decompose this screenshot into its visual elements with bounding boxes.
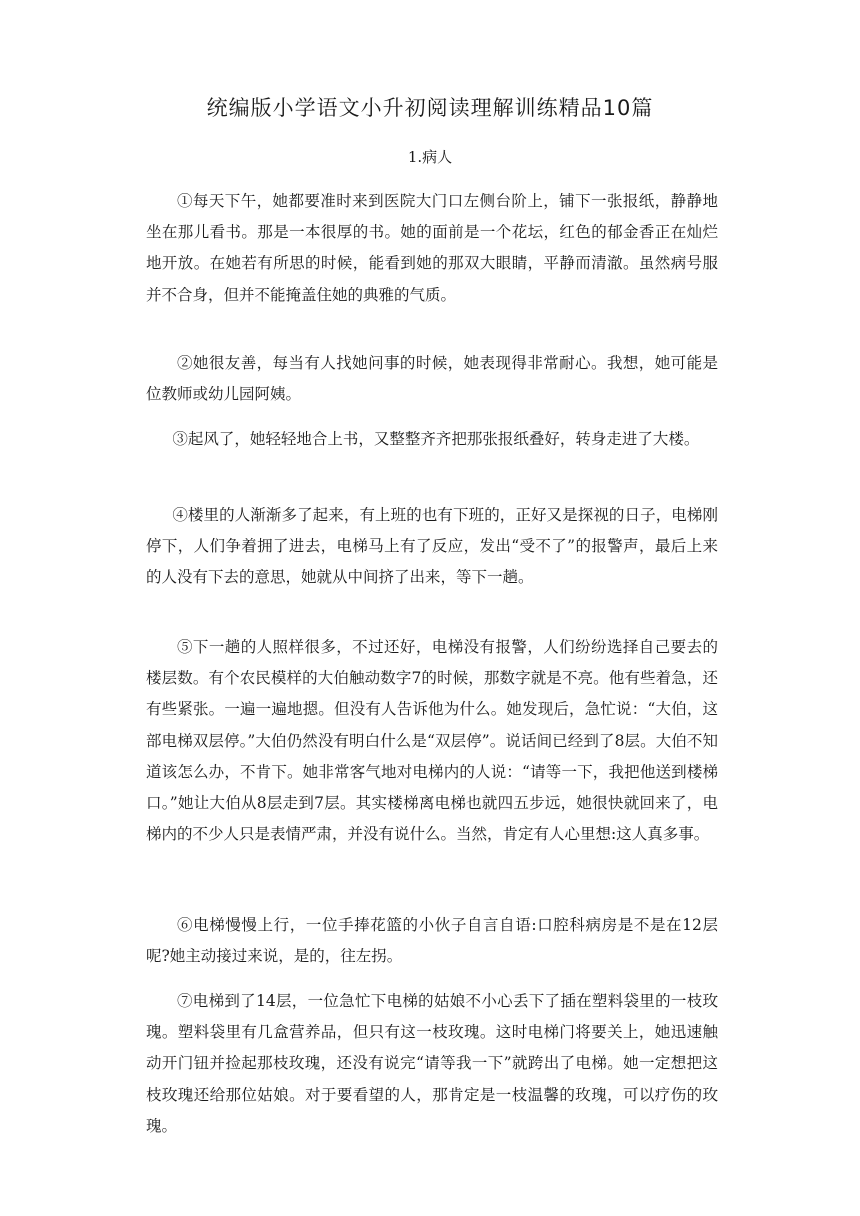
paragraph-2: ②她很友善，每当有人找她问事的时候，她表现得非常耐心。我想，她可能是位教师或幼儿园阿姨。 (146, 354, 718, 404)
paragraph-1: ①每天下午，她都要准时来到医院大门口左侧台阶上，铺下一张报纸，静静地坐在那儿看书。那是一本很厚的书。她的面前是一个花坛，红色的郁金香正在灿烂地开放。在她若有所思的时候，能看到她的那双大眼睛，平静而清澈。虽然病号服并不合身，但并不能掩盖住她的典雅的气质。 (146, 192, 718, 304)
paragraph-7: ⑦电梯到了14层，一位急忙下电梯的姑娘不小心丢下了插在塑料袋里的一枝玫瑰。塑料袋里有几盒营养品，但只有这一枝玫瑰。这时电梯门将要关上，她迅速触动开门钮并捡起那枝玫瑰，还没有说完“请等我一下”就跨出了电梯。她一定想把这枝玫瑰还给那位姑娘。对于要看望的人，那肯定是一枝温馨的玫瑰，可以疗伤的玫瑰。 (146, 992, 718, 1135)
paragraph-4: ④楼里的人渐渐多了起来，有上班的也有下班的，正好又是探视的日子，电梯刚停下，人们争着拥了进去，电梯马上有了反应，发出“受不了”的报警声，最后上来的人没有下去的意思，她就从中间挤了出来，等下一趟。 (146, 506, 718, 587)
paragraph-3: ③起风了，她轻轻地合上书，又整整齐齐把那张报纸叠好，转身走进了大楼。 (172, 430, 700, 448)
document-title: 统编版小学语文小升初阅读理解训练精品10篇 (206, 96, 654, 120)
paragraph-6: ⑥电梯慢慢上行，一位手捧花篮的小伙子自言自语:口腔科病房是不是在12层呢?她主动接过来说，是的，往左拐。 (146, 916, 718, 966)
paragraph-5: ⑤下一趟的人照样很多，不过还好，电梯没有报警，人们纷纷选择自己要去的楼层数。有个农民模样的大伯触动数字7的时候，那数字就是不亮。他有些着急，还有些紧张。一遍一遍地摁。但没有人告诉他为什么。她发现后，急忙说：“大伯，这部电梯双层停。”大伯仍然没有明白什么是“双层停”。说话间已经到了8层。大伯不知道该怎么办，不肯下。她非常客气地对电梯内的人说：“请等一下，我把他送到楼梯口。”她让大伯从8层走到7层。其实楼梯离电梯也就四五步远，她很快就回来了，电梯内的不少人只是表情严肃，并没有说什么。当然，肯定有人心里想:这人真多事。 (146, 638, 718, 844)
story-title: 1.病人 (407, 148, 453, 166)
